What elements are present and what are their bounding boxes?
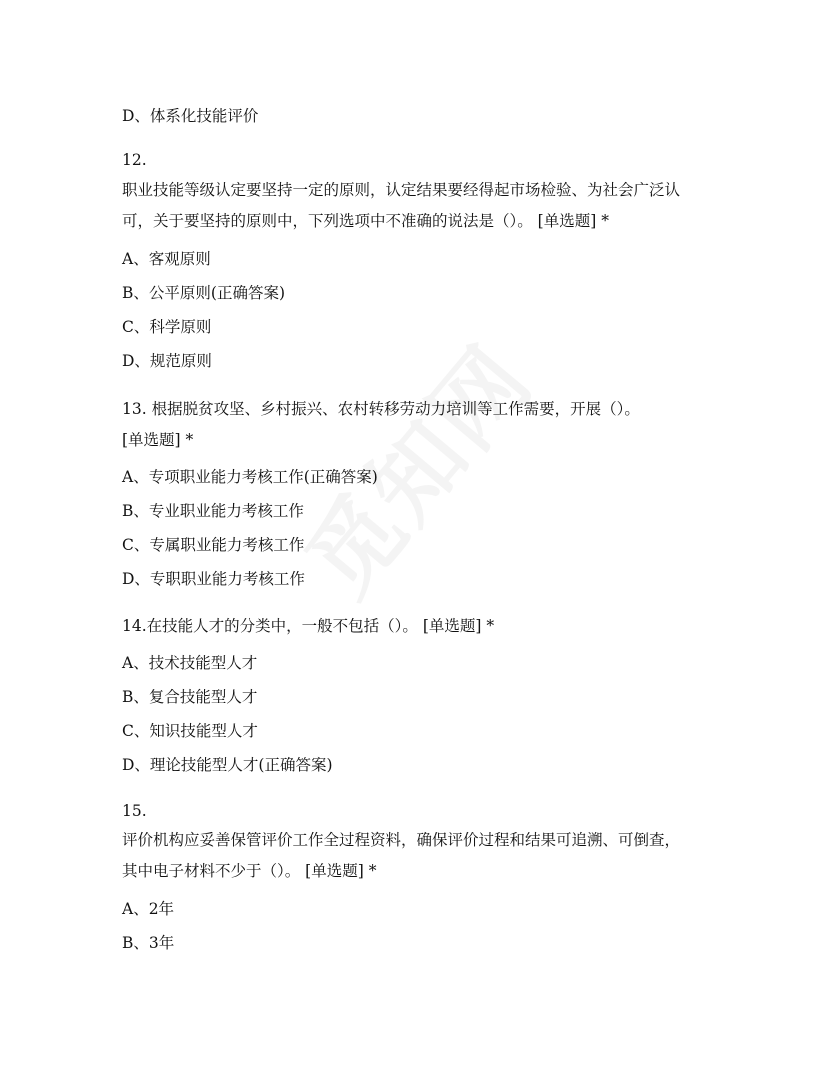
q13-option-c: C、专属职业能力考核工作 [122, 536, 305, 554]
q13-option-b: B、专业职业能力考核工作 [122, 502, 304, 520]
q12-stem-line2: 可，关于要坚持的原则中，下列选项中不准确的说法是（）。 [单选题] * [122, 212, 609, 230]
q14-option-d: D、理论技能型人才(正确答案) [122, 756, 333, 774]
q15-stem-line2: 其中电子材料不少于（）。 [单选题] * [122, 862, 377, 880]
q13-stem-line2: [单选题] * [122, 431, 194, 449]
q14-option-a: A、技术技能型人才 [122, 654, 258, 672]
watermark [271, 313, 557, 618]
q14-option-b: B、复合技能型人才 [122, 688, 258, 706]
q12-option-b: B、公平原则(正确答案) [122, 284, 285, 302]
q12-option-a: A、客观原则 [122, 250, 211, 268]
q13-option-d: D、专职职业能力考核工作 [122, 570, 305, 588]
q14-stem: 14.在技能人才的分类中，一般不包括（）。 [单选题] * [122, 617, 495, 635]
q15-number: 15. [122, 802, 147, 820]
q15-option-a: A、2年 [122, 900, 175, 918]
q15-stem-line1: 评价机构应妥善保管评价工作全过程资料，确保评价过程和结果可追溯、可倒查， [122, 831, 681, 849]
q11-option-d: D、体系化技能评价 [122, 107, 259, 125]
q12-option-d: D、规范原则 [122, 352, 212, 370]
q14-option-c: C、知识技能型人才 [122, 722, 258, 740]
q13-option-a: A、专项职业能力考核工作(正确答案) [122, 468, 378, 486]
q13-stem-line1: 13. 根据脱贫攻坚、乡村振兴、农村转移劳动力培训等工作需要，开展（）。 [122, 400, 640, 418]
q12-option-c: C、科学原则 [122, 318, 212, 336]
q12-number: 12. [122, 151, 147, 169]
q15-option-b: B、3年 [122, 934, 175, 952]
q12-stem-line1: 职业技能等级认定要坚持一定的原则，认定结果要经得起市场检验、为社会广泛认 [122, 181, 681, 199]
